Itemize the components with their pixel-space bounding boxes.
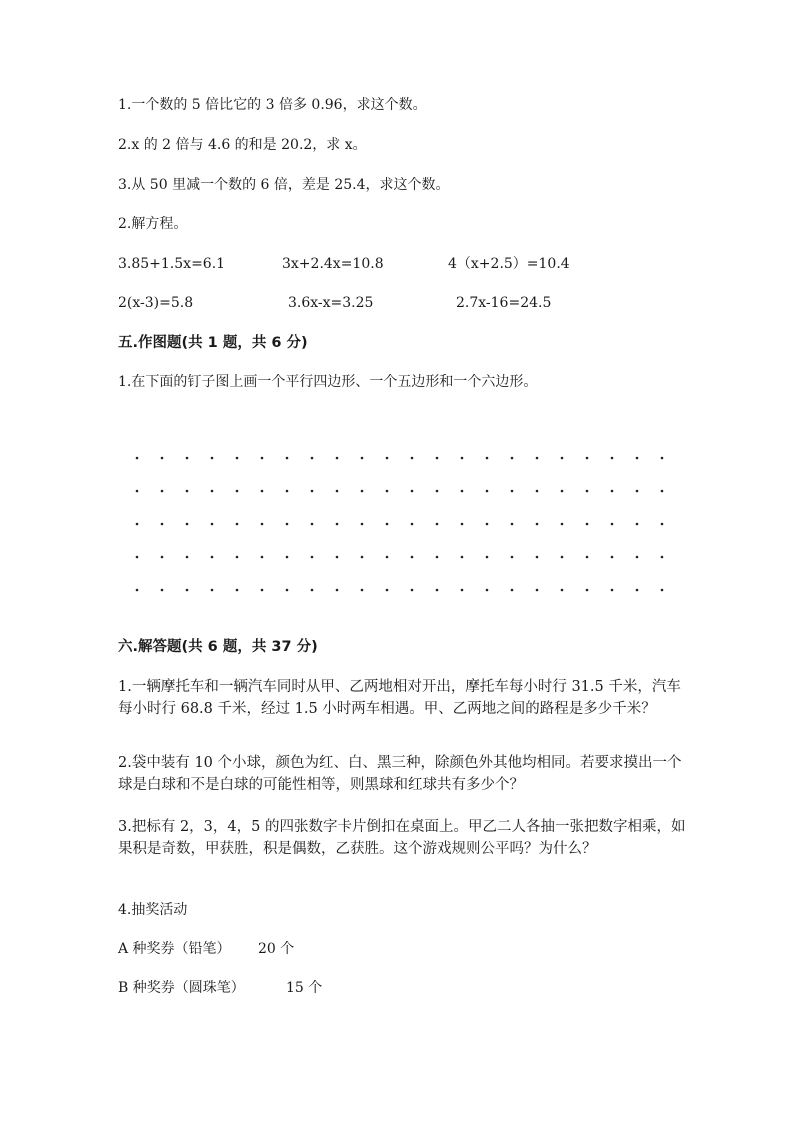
nail-dot	[561, 490, 564, 493]
nail-dot	[286, 457, 289, 460]
nail-dot	[336, 490, 339, 493]
nail-dot	[511, 589, 514, 592]
nail-dot	[486, 589, 489, 592]
nail-dot	[611, 589, 614, 592]
nail-dot	[336, 556, 339, 559]
section-5-q1: 1.在下面的钉子图上画一个平行四边形、一个五边形和一个六边形。	[118, 374, 538, 390]
prize-a-label: A 种奖券（铅笔）	[118, 941, 231, 957]
problem-2: 2.x 的 2 倍与 4.6 的和是 20.2，求 x。	[118, 137, 367, 153]
nail-dot	[261, 523, 264, 526]
nail-dot	[661, 523, 664, 526]
nail-dot	[486, 457, 489, 460]
nail-dot	[461, 556, 464, 559]
nail-dot	[386, 457, 389, 460]
nail-dot	[586, 457, 589, 460]
nail-dot	[161, 457, 164, 460]
nail-dot	[136, 556, 139, 559]
nail-dot	[386, 589, 389, 592]
nail-dot	[336, 523, 339, 526]
nail-dot	[186, 490, 189, 493]
section-6-q1: 1.一辆摩托车和一辆汽车同时从甲、乙两地相对开出，摩托车每小时行 31.5 千米，汽车每小时行 68.8 千米，经过 1.5 小时两车相遇。甲、乙两地之间的路程是多少千米？	[118, 679, 681, 717]
section-5-title: 五.作图题(共 1 题，共 6 分)	[118, 335, 308, 351]
nail-dot	[611, 490, 614, 493]
nail-dot	[211, 490, 214, 493]
problem-1: 1.一个数的 5 倍比它的 3 倍多 0.96，求这个数。	[118, 97, 427, 113]
nail-dot	[486, 523, 489, 526]
nail-dot	[636, 523, 639, 526]
nail-dot	[336, 589, 339, 592]
nail-dot	[361, 523, 364, 526]
nail-dot	[486, 556, 489, 559]
equation-6: 2.7x-16=24.5	[456, 295, 552, 311]
nail-dot	[436, 457, 439, 460]
nail-dot	[436, 589, 439, 592]
equation-3: 4（x+2.5）=10.4	[448, 256, 570, 272]
prize-a-count: 20 个	[258, 941, 295, 957]
nail-dot	[411, 556, 414, 559]
nail-dot	[536, 589, 539, 592]
nail-dot	[211, 589, 214, 592]
nail-dot	[361, 457, 364, 460]
equation-1: 3.85+1.5x=6.1	[118, 256, 226, 272]
nail-dot	[611, 523, 614, 526]
nail-dot	[311, 523, 314, 526]
nail-dot	[311, 589, 314, 592]
nail-dot	[511, 523, 514, 526]
nail-dot	[511, 457, 514, 460]
solve-equations-title: 2.解方程。	[118, 216, 188, 232]
nail-dot	[261, 457, 264, 460]
nail-dot	[461, 523, 464, 526]
nail-dot	[536, 556, 539, 559]
nail-dot	[261, 490, 264, 493]
equation-4: 2(x-3)=5.8	[118, 295, 194, 311]
nail-dot	[436, 490, 439, 493]
nail-dot	[236, 523, 239, 526]
nail-dot	[211, 457, 214, 460]
nail-dot	[361, 490, 364, 493]
nail-dot	[436, 556, 439, 559]
nail-dot	[511, 490, 514, 493]
nail-dot	[311, 490, 314, 493]
nail-dot	[186, 523, 189, 526]
section-6-title: 六.解答题(共 6 题，共 37 分)	[118, 639, 318, 655]
section-6-q2: 2.袋中装有 10 个小球，颜色为红、白、黑三种，除颜色外其他均相同。若要求摸出一个球是白球和不是白球的可能性相等，则黑球和红球共有多少个？	[118, 755, 682, 793]
nail-dot	[386, 556, 389, 559]
nail-dot	[411, 589, 414, 592]
nail-dot	[136, 589, 139, 592]
nail-dot	[461, 589, 464, 592]
nail-dot	[236, 490, 239, 493]
nail-dot	[636, 490, 639, 493]
nail-dot	[636, 457, 639, 460]
nail-dot	[661, 556, 664, 559]
nail-dot	[561, 523, 564, 526]
problem-3: 3.从 50 里减一个数的 6 倍，差是 25.4，求这个数。	[118, 177, 450, 193]
section-6-q3: 3.把标有 2，3，4，5 的四张数字卡片倒扣在桌面上。甲乙二人各抽一张把数字相乘，如果积是奇数，甲获胜，积是偶数，乙获胜。这个游戏规则公平吗？为什么？	[118, 819, 686, 857]
nail-dot	[661, 589, 664, 592]
nail-dot	[236, 589, 239, 592]
nail-dot	[436, 523, 439, 526]
nail-dot	[386, 523, 389, 526]
nail-dot	[161, 523, 164, 526]
nail-dot	[411, 457, 414, 460]
equation-2: 3x+2.4x=10.8	[282, 256, 384, 272]
nail-dot	[411, 523, 414, 526]
nail-dot	[286, 523, 289, 526]
nail-dot	[611, 556, 614, 559]
nail-dot	[186, 556, 189, 559]
nail-dot	[561, 556, 564, 559]
nail-dot	[236, 556, 239, 559]
nail-dot	[536, 457, 539, 460]
nail-dot	[311, 556, 314, 559]
nail-dot	[136, 490, 139, 493]
section-6-q4-title: 4.抽奖活动	[118, 902, 188, 918]
nail-dot	[211, 523, 214, 526]
nail-dot	[411, 490, 414, 493]
nail-dot	[236, 457, 239, 460]
nail-dot	[261, 556, 264, 559]
equation-5: 3.6x-x=3.25	[288, 295, 374, 311]
nail-dot	[161, 556, 164, 559]
nail-dot	[536, 523, 539, 526]
nail-dot	[461, 457, 464, 460]
nail-dot	[386, 490, 389, 493]
nail-dot	[486, 490, 489, 493]
nail-dot	[636, 556, 639, 559]
nail-dot	[161, 589, 164, 592]
nail-dot	[586, 589, 589, 592]
nail-dot	[261, 589, 264, 592]
nail-dot	[186, 457, 189, 460]
nail-dot	[511, 556, 514, 559]
nail-dot	[561, 589, 564, 592]
nail-dot	[286, 556, 289, 559]
nail-dot	[286, 589, 289, 592]
nail-dot	[611, 457, 614, 460]
nail-dot	[136, 523, 139, 526]
nail-dot	[586, 523, 589, 526]
nail-dot	[211, 556, 214, 559]
nail-dot	[461, 490, 464, 493]
nail-dot	[661, 457, 664, 460]
nail-dot	[361, 589, 364, 592]
nail-dot	[661, 490, 664, 493]
nail-dot	[536, 490, 539, 493]
nail-dot	[336, 457, 339, 460]
nail-dot	[186, 589, 189, 592]
nail-dot	[311, 457, 314, 460]
prize-b-label: B 种奖券（圆珠笔）	[118, 980, 245, 996]
prize-b-count: 15 个	[286, 980, 323, 996]
nail-dot	[636, 589, 639, 592]
nail-dot	[586, 490, 589, 493]
nail-dot	[586, 556, 589, 559]
nail-dot	[561, 457, 564, 460]
nail-dot	[286, 490, 289, 493]
nail-dot	[361, 556, 364, 559]
nail-dot	[161, 490, 164, 493]
nail-dot	[136, 457, 139, 460]
